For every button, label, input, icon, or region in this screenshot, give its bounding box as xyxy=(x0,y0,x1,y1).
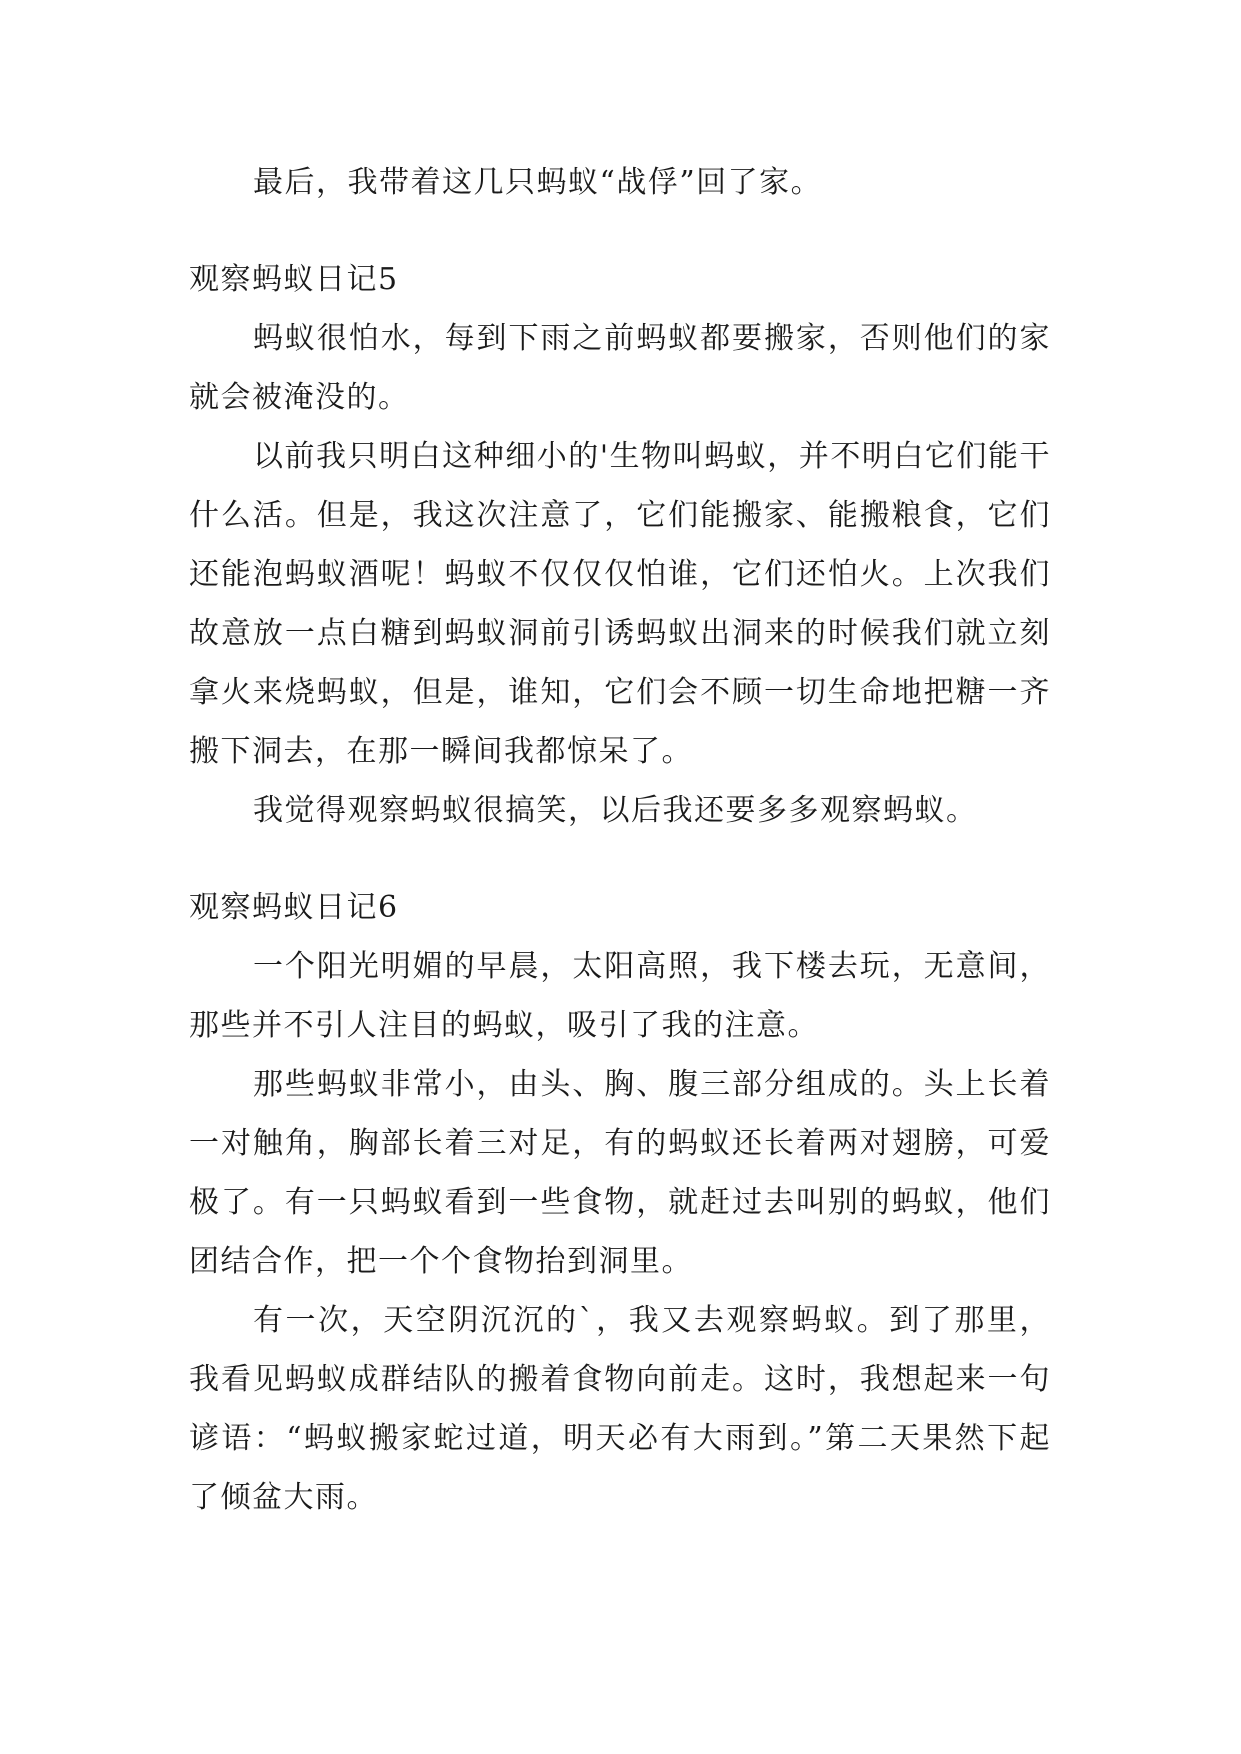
diary-entry-6 xyxy=(189,878,1051,1527)
body-paragraph: 以前我只明白这种细小的'生物叫蚂蚁，并不明白它们能干什么活。但是，我这次注意了，它们能搬家、能搬粮食，它们还能泡蚂蚁酒呢！蚂蚁不仅仅仅怕谁，它们还怕火。上次我们故意放一点白糖到蚂蚁洞前引诱蚂蚁出洞来的时候我们就立刻拿火来烧蚂蚁，但是，谁知，它们会不顾一切生命地把糖一齐搬下洞去，在那一瞬间我都惊呆了。 xyxy=(189,439,1051,769)
diary-entry-5 xyxy=(189,250,1051,840)
entry-title: 观察蚂蚁日记6 xyxy=(189,890,399,925)
entry-title: 观察蚂蚁日记5 xyxy=(189,262,399,297)
section-spacer xyxy=(189,212,1051,250)
body-paragraph: 那些蚂蚁非常小，由头、胸、腹三部分组成的。头上长着一对触角，胸部长着三对足，有的蚂蚁还长着两对翅膀，可爱极了。有一只蚂蚁看到一些食物，就赶过去叫别的蚂蚁，他们团结合作，把一个个食物抬到洞里。 xyxy=(189,1067,1051,1279)
section-spacer xyxy=(189,840,1051,878)
body-paragraph: 蚂蚁很怕水，每到下雨之前蚂蚁都要搬家，否则他们的家就会被淹没的。 xyxy=(189,321,1051,415)
document-body xyxy=(189,153,1051,1527)
body-paragraph: 最后，我带着这几只蚂蚁“战俘”回了家。 xyxy=(253,165,823,200)
body-paragraph: 有一次，天空阴沉沉的`，我又去观察蚂蚁。到了那里，我看见蚂蚁成群结队的搬着食物向前走。这时，我想起来一句谚语：“蚂蚁搬家蛇过道，明天必有大雨到。”第二天果然下起了倾盆大雨。 xyxy=(189,1303,1051,1515)
body-paragraph: 我觉得观察蚂蚁很搞笑，以后我还要多多观察蚂蚁。 xyxy=(253,793,978,828)
body-paragraph: 一个阳光明媚的早晨，太阳高照，我下楼去玩，无意间，那些并不引人注目的蚂蚁，吸引了我的注意。 xyxy=(189,949,1051,1043)
